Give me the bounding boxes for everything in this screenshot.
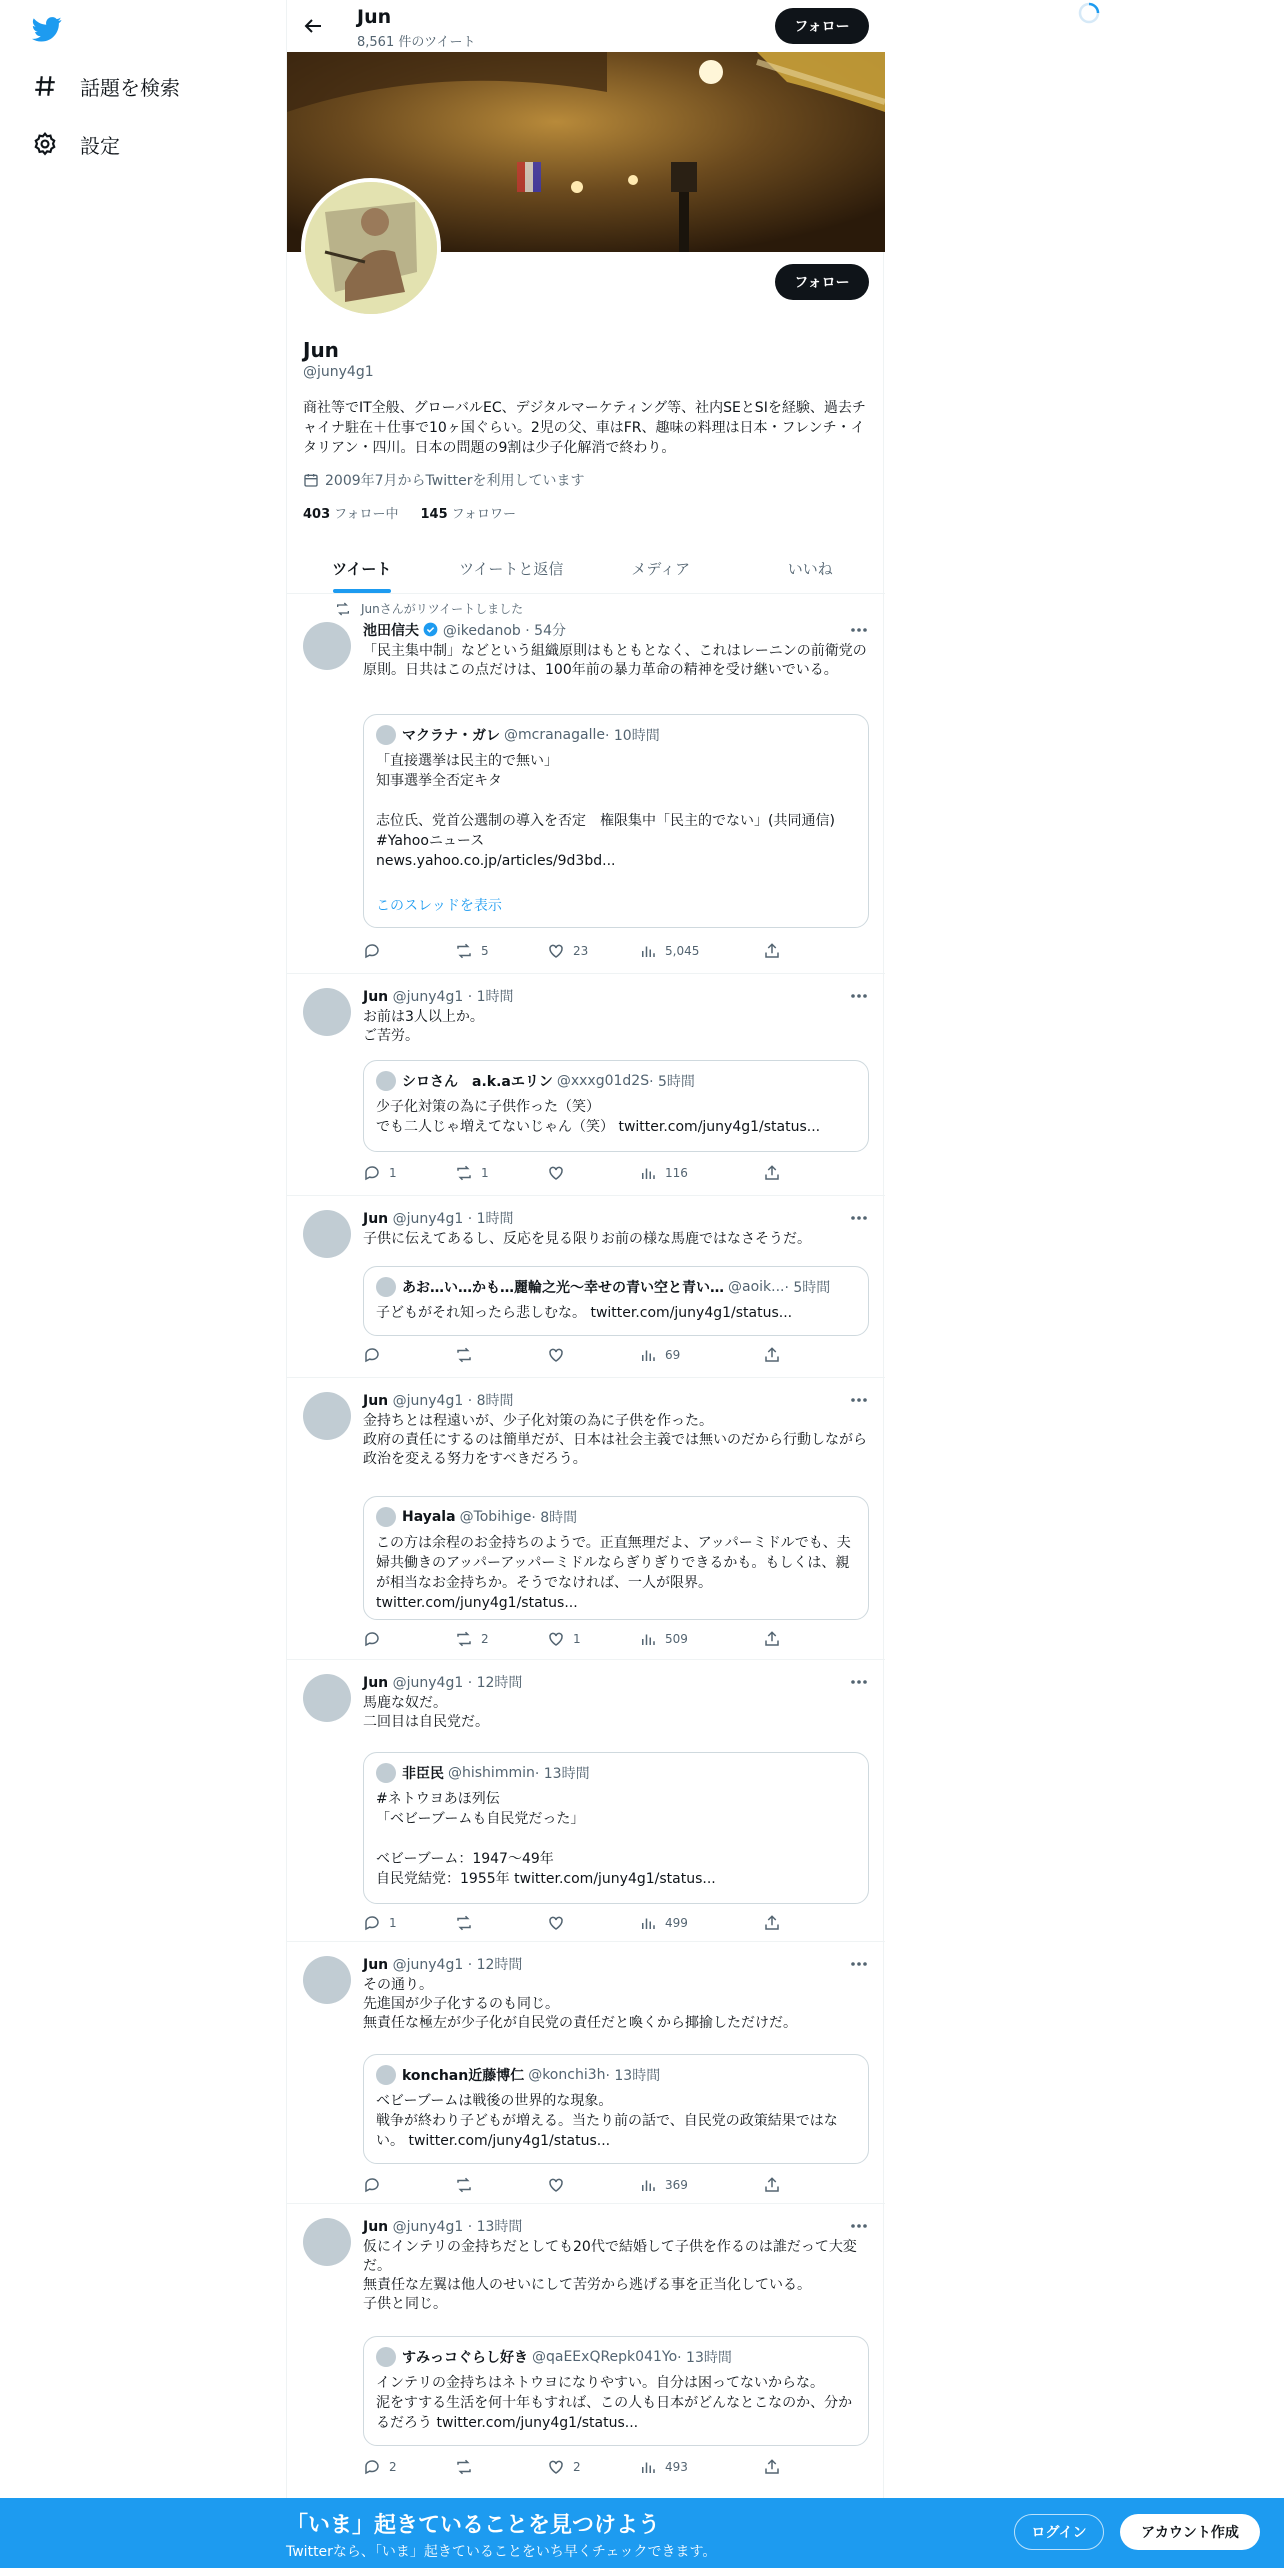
tweet-author-name[interactable]: Jun [363,989,389,1005]
heart-icon [547,2176,565,2194]
quoted-tweet-text: この方は余程のお金持ちのようで。正直無理だよ、アッパーミドルでも、夫婦共働きのアッパーアッパーミドルならぎりぎりできるかも。もしくは、親が相当なお金持ちか。そうでなければ、一人が限界。 twitter.com/juny4g1/status... [376,1535,851,1611]
share-button[interactable] [763,1914,781,1932]
reply-button[interactable] [363,1630,389,1648]
tweet-header [363,1390,514,1410]
tweet-time[interactable]: · 13時間 [467,2219,523,2235]
quoted-tweet-avatar [376,725,396,745]
header-follow-button[interactable]: フォロー [775,8,869,44]
quoted-tweet-header [376,1071,695,1091]
view-count: 69 [665,1348,681,1362]
quoted-author-name: Hayala [402,1509,456,1525]
quoted-tweet-header [376,1277,830,1297]
quoted-tweet-time: · 13時間 [605,2068,661,2084]
retweet-count: 5 [481,944,489,958]
quoted-tweet[interactable] [363,1496,869,1620]
header-tweet-count: 8,561 件のツイート [357,35,476,50]
share-icon [763,1164,781,1182]
quoted-tweet-header [376,1763,590,1783]
tweet-text: 子供に伝えてあるし、反応を見る限りお前の様な馬鹿ではなさそうだ。 [363,1231,811,1247]
retweet-count: 2 [481,1632,489,1646]
like-button[interactable] [547,1346,573,1364]
left-navigation [0,0,286,2568]
bar-chart-icon [639,2176,657,2194]
retweet-button[interactable] [455,2176,481,2194]
heart-icon [547,2458,565,2476]
reply-icon [363,1346,381,1364]
profile-bio: 商社等でIT全般、グローバルEC、デジタルマーケティング等、社内SEとSIを経験、過去チャイナ駐在＋仕事で10ヶ国ぐらい。2児の父、車はFR、趣味の料理は日本・フレンチ・イタリアン・四川。日本の問題の9割は少子化解消で終わり。 [303,400,866,456]
tweet-actions [363,1914,783,1934]
tweet-time[interactable]: · 12時間 [467,1957,523,1973]
view-count: 499 [665,1916,688,1930]
views-button[interactable] [639,1346,680,1364]
views-button[interactable] [639,1914,688,1932]
signup-prompt-title: 「いま」起きていることを見つけよう [286,2513,661,2538]
view-count: 5,045 [665,944,700,958]
reply-icon [363,942,381,960]
reply-icon [363,2176,381,2194]
share-button[interactable] [763,2176,781,2194]
quoted-tweet-time: · 13時間 [677,2350,732,2366]
reply-count: 1 [389,1166,397,1180]
tweet-actions [363,2458,783,2478]
profile-handle: @juny4g1 [303,364,374,380]
profile-follow-stats [303,503,516,522]
reply-icon [363,1630,381,1648]
quoted-tweet-avatar [376,1763,396,1783]
view-count: 369 [665,2178,688,2192]
quoted-tweet-time: · 5時間 [784,1280,831,1296]
tweet-header [363,986,514,1006]
tweet-header [363,1208,514,1228]
bar-chart-icon [639,2458,657,2476]
tweet-time[interactable]: · 8時間 [467,1393,514,1409]
tweet-actions [363,1164,783,1184]
heart-icon [547,1914,565,1932]
retweet-icon [455,2458,473,2476]
more-options-icon[interactable] [849,1210,869,1226]
tweet-header [363,620,566,640]
tab-tweets-and-replies[interactable]: ツイートと返信 [459,560,564,578]
tweet-time[interactable]: · 54分 [525,623,566,639]
views-button[interactable] [639,942,699,960]
nav-explore-label: 話題を検索 [80,75,180,100]
followers-link[interactable] [421,503,517,522]
like-count: 2 [573,2460,581,2474]
quoted-tweet-text: 少子化対策の為に子供作った（笑） でも二人じゃ増えてないじゃん（笑） twitter.com/juny4g1/status... [376,1099,821,1135]
tweet-author-name[interactable]: Jun [363,1675,389,1691]
reply-button[interactable] [363,1346,389,1364]
retweet-button[interactable] [455,1346,481,1364]
profile-joined-text: 2009年7月からTwitterを利用しています [325,473,585,489]
quoted-author-handle: @xxxg01d2S [556,1073,650,1089]
quoted-tweet-time: · 5時間 [649,1074,695,1090]
tweet-time[interactable]: · 1時間 [467,989,514,1005]
tweet-time[interactable]: · 12時間 [467,1675,523,1691]
reply-icon [363,1914,381,1932]
quoted-tweet-text: 子どもがそれ知ったら悲しむな。 twitter.com/juny4g1/status... [376,1305,793,1321]
tweet-header [363,2216,522,2236]
tweet-author-name[interactable]: Jun [363,1393,389,1409]
share-button[interactable] [763,1164,781,1182]
tweet[interactable] [287,594,885,974]
tweet-text: 馬鹿な奴だ。 二回目は自民党だ。 [363,1695,489,1730]
more-options-icon[interactable] [849,988,869,1004]
tweet-author-handle[interactable]: @juny4g1 [392,1393,464,1409]
tweet-author-handle[interactable]: @ikedanob [442,623,521,639]
tweet-text: 金持ちとは程遠いが、少子化対策の為に子供を作った。 政府の責任にするのは簡単だが、日本は社会主義では無いのだから行動しながら政治を変える努力をすべきだろう。 [363,1413,867,1467]
retweet-icon [455,1914,473,1932]
share-icon [763,1914,781,1932]
profile-header-bar [287,0,885,52]
following-link[interactable] [303,503,399,522]
tweet-actions [363,1630,783,1650]
nav-settings-label: 設定 [80,133,120,158]
quoted-tweet[interactable] [363,2336,869,2446]
tweet-text: 仮にインテリの金持ちだとしても20代で結婚して子供を作るのは誰だって大変だ。 無責任な左翼は他人のせいにして苦労から逃げる事を正当化している。 子供と同じ。 [363,2239,857,2312]
quoted-author-name: konchan近藤博仁 [402,2068,525,2084]
tweet-actions [363,1346,783,1366]
reply-button[interactable] [363,2458,397,2476]
reply-icon [363,2458,381,2476]
view-count: 509 [665,1632,688,1646]
profile-name: Jun [303,338,339,362]
quoted-tweet[interactable] [363,1060,869,1152]
like-button[interactable] [547,1630,581,1648]
quoted-tweet-avatar [376,2065,396,2085]
more-options-icon[interactable] [849,1392,869,1408]
tweet-avatar[interactable] [303,1210,351,1258]
share-icon [763,942,781,960]
retweet-icon [335,601,351,617]
tweet-author-handle[interactable]: @juny4g1 [392,1957,464,1973]
tweet[interactable] [287,1660,885,1942]
share-icon [763,2176,781,2194]
quoted-author-handle: @mcranagalle [504,727,605,743]
show-thread-link[interactable]: このスレッドを表示 [376,898,502,914]
share-button[interactable] [763,1346,781,1364]
twitter-logo-icon[interactable] [32,14,62,44]
like-button[interactable] [547,2176,573,2194]
quoted-author-name: マクラナ・ガレ [402,728,500,744]
following-count: 403 [303,507,331,522]
profile-timeline-column [286,0,884,2500]
quoted-tweet-text: インテリの金持ちはネトウヨになりやすい。自分は困ってないからな。 泥をすする生活を何十年もすれば、この人も日本がどんなとこなのか、分かるだろう twitter.com/juny4g1/status... [376,2375,853,2431]
view-count: 493 [665,2460,688,2474]
more-options-icon[interactable] [849,1956,869,1972]
quoted-author-name: シロさん a.k.aエリン [402,1074,553,1090]
tweet-avatar[interactable] [303,1956,351,2004]
heart-icon [547,1164,565,1182]
profile-joined [303,470,584,490]
retweet-icon [455,2176,473,2194]
bar-chart-icon [639,942,657,960]
quoted-author-handle: @aoik... [728,1279,785,1295]
retweet-button[interactable] [455,942,489,960]
retweet-context [335,600,523,617]
quoted-tweet-avatar [376,1071,396,1091]
quoted-author-name: すみっコぐらし好き [402,2350,528,2366]
share-button[interactable] [763,1630,781,1648]
heart-icon [547,1630,565,1648]
quoted-tweet-text: #ネトウヨあほ列伝 「ベビーブームも自民党だった」 ベビーブーム：1947～49年 自民党結党：1955年 twitter.com/juny4g1/status... [376,1791,716,1887]
tweet-actions [363,942,783,962]
heart-icon [547,1346,565,1364]
profile-follow-button[interactable]: フォロー [775,264,869,300]
quoted-author-name: あお…い…かも…麗輪之光～幸せの青い空と青い… [402,1280,724,1296]
retweet-icon [455,942,473,960]
quoted-tweet-header [376,725,660,745]
loading-spinner-icon [1078,2,1100,24]
quoted-tweet-avatar [376,1277,396,1297]
tweet-header [363,1672,522,1692]
followers-count: 145 [420,507,448,522]
more-options-icon[interactable] [849,622,869,638]
quoted-tweet[interactable] [363,1266,869,1336]
share-button[interactable] [763,942,781,960]
retweet-button[interactable] [455,2458,481,2476]
share-icon [763,1630,781,1648]
retweet-count: 1 [481,1166,489,1180]
tweet[interactable] [287,1942,885,2204]
gear-icon [32,131,58,157]
quoted-author-name: 非臣民 [402,1766,444,1782]
nav-settings[interactable] [32,124,120,164]
tweet-avatar[interactable] [303,1674,351,1722]
tweet-author-name[interactable]: Jun [363,1211,389,1227]
retweet-button[interactable] [455,1630,489,1648]
more-options-icon[interactable] [849,1674,869,1690]
back-arrow-icon[interactable] [301,14,325,38]
retweet-button[interactable] [455,1164,489,1182]
bar-chart-icon [639,1164,657,1182]
quoted-author-handle: @qaEExQRepk041Yo [532,2349,678,2365]
reply-button[interactable] [363,1164,397,1182]
reply-button[interactable] [363,2176,389,2194]
quoted-tweet-header [376,2065,660,2085]
profile-avatar[interactable] [301,178,441,318]
retweet-context-label: Junさんがリツイートしました [361,602,524,616]
signup-prompt-bar [0,2498,1284,2568]
tweet-text: お前は3人以上か。 ご苦労。 [363,1009,484,1044]
views-button[interactable] [639,2458,688,2476]
heart-icon [547,942,565,960]
tweet-author-name[interactable]: Jun [363,1957,389,1973]
reply-button[interactable] [363,1914,397,1932]
tweet-time[interactable]: · 1時間 [467,1211,514,1227]
profile-tabs [287,544,885,594]
quoted-tweet-avatar [376,1507,396,1527]
quoted-tweet-header [376,2347,732,2367]
bar-chart-icon [639,1346,657,1364]
retweet-button[interactable] [455,1914,481,1932]
tweet[interactable] [287,1378,885,1660]
quoted-tweet-time: · 10時間 [604,728,660,744]
tweet-actions [363,2176,783,2196]
header-name: Jun [357,6,392,28]
quoted-tweet-time: · 13時間 [534,1766,590,1782]
signup-button[interactable]: アカウント作成 [1120,2514,1260,2550]
login-button[interactable]: ログイン [1014,2514,1104,2550]
quoted-author-handle: @hishimmin [448,1765,535,1781]
tweet-text: 「民主集中制」などという組織原則はもともとなく、これはレーニンの前衛党の原則。日共はこの点だけは、100年前の暴力革命の精神を受け継いでいる。 [363,643,867,678]
quoted-tweet-text: ベビーブームは戦後の世界的な現象。 戦争が終わり子どもが増える。当たり前の話で、自民党の政策結果ではない。 twitter.com/juny4g1/status... [376,2093,838,2149]
tweet-avatar[interactable] [303,622,351,670]
tab-tweets[interactable]: ツイート [287,544,437,593]
calendar-icon [303,472,319,488]
tab-media[interactable]: メディア [631,560,691,578]
tweet-author-name[interactable]: 池田信夫 [363,623,419,639]
more-options-icon[interactable] [849,2218,869,2234]
tweet-author-name[interactable]: Jun [363,2219,389,2235]
quoted-tweet-avatar [376,2347,396,2367]
tab-likes[interactable]: いいね [787,560,833,578]
tweet-header [363,1954,522,1974]
verified-badge-icon [423,622,438,637]
tweet-author-handle[interactable]: @juny4g1 [392,1675,464,1691]
like-count: 1 [573,1632,581,1646]
reply-button[interactable] [363,942,389,960]
view-count: 116 [665,1166,688,1180]
hashtag-icon [32,73,58,99]
share-icon [763,2458,781,2476]
like-button[interactable] [547,1164,573,1182]
retweet-icon [455,1164,473,1182]
retweet-icon [455,1630,473,1648]
bar-chart-icon [639,1914,657,1932]
share-button[interactable] [763,2458,781,2476]
tweet[interactable] [287,1196,885,1378]
tweet-author-handle[interactable]: @juny4g1 [392,1211,464,1227]
like-button[interactable] [547,2458,581,2476]
retweet-icon [455,1346,473,1364]
tweet-author-handle[interactable]: @juny4g1 [392,2219,464,2235]
tweet[interactable] [287,974,885,1196]
quoted-tweet[interactable] [363,714,869,928]
following-label: フォロー中 [334,507,399,522]
like-button[interactable] [547,942,588,960]
like-count: 23 [573,944,589,958]
reply-icon [363,1164,381,1182]
share-icon [763,1346,781,1364]
tweet-text: その通り。 先進国が少子化するのも同じ。 無責任な極左が少子化が自民党の責任だと喚くから揶揄しただけだ。 [363,1977,797,2031]
followers-label: フォロワー [451,507,516,522]
views-button[interactable] [639,2176,688,2194]
quoted-tweet-header [376,1507,577,1527]
bar-chart-icon [639,1630,657,1648]
reply-count: 2 [389,2460,397,2474]
tweet-avatar[interactable] [303,1392,351,1440]
quoted-author-handle: @konchi3h [528,2067,606,2083]
like-button[interactable] [547,1914,573,1932]
tweet-author-handle[interactable]: @juny4g1 [392,989,464,1005]
views-button[interactable] [639,1164,688,1182]
quoted-author-handle: @Tobihige [459,1509,532,1525]
tweet-avatar[interactable] [303,988,351,1036]
quoted-tweet[interactable] [363,1752,869,1904]
quoted-tweet-text: 「直接選挙は民主的で無い」 知事選挙全否定キタ 志位氏、党首公選制の導入を否定 権限集中「民主的でない」(共同通信) #Yahooニュース news.yahoo.co.jp/articles/9d3bd... [376,753,835,869]
tweet[interactable] [287,2204,885,2494]
signup-prompt-subtitle: Twitterなら、「いま」起きていることをいち早くチェックできます。 [286,2544,717,2560]
nav-explore[interactable] [32,66,180,106]
quoted-tweet-time: · 8時間 [531,1510,578,1526]
quoted-tweet[interactable] [363,2054,869,2164]
views-button[interactable] [639,1630,688,1648]
reply-count: 1 [389,1916,397,1930]
tweet-avatar[interactable] [303,2218,351,2266]
